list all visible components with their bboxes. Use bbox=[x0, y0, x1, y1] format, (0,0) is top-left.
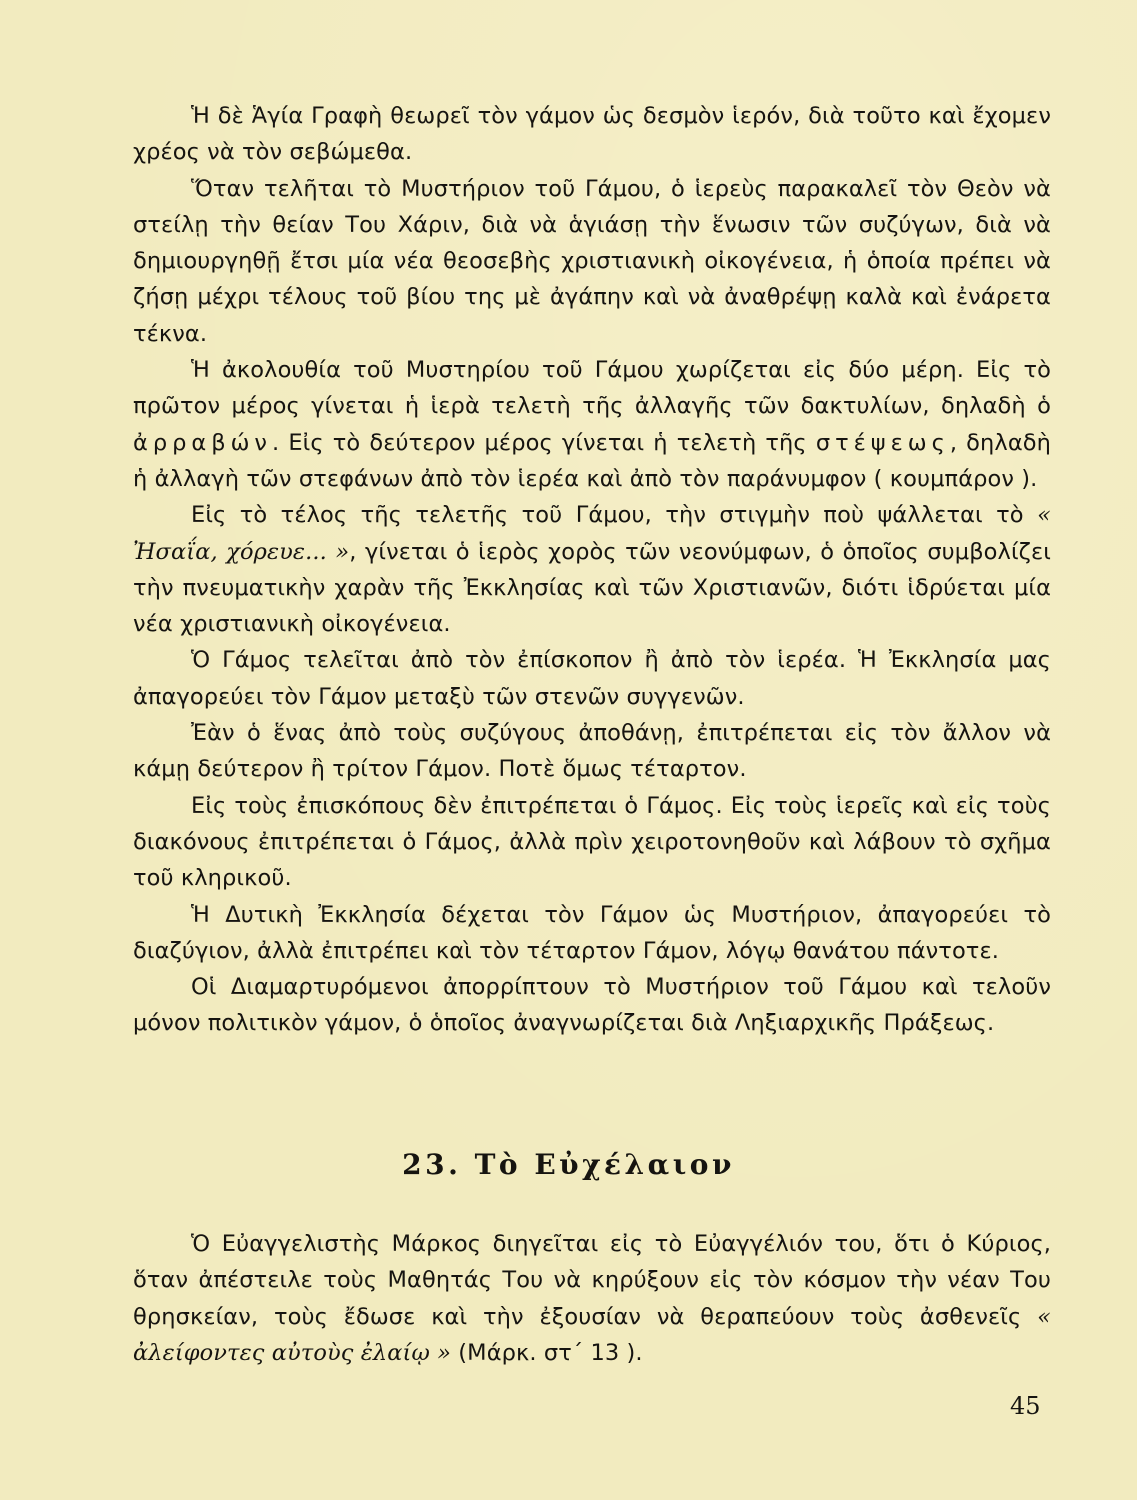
paragraph-western-church: Ἡ Δυτικὴ Ἐκκλησία δέχεται τὸν Γάμον ὡς Μυστήριον, ἀπαγορεύει τὸ διαζύγιον, ἀλλὰ ἐπιτρέπει καὶ τὸν τέταρτον Γάμον, λόγῳ θανάτου πάντοτε. bbox=[133, 901, 1051, 964]
section-title: 23. Τὸ Εὐχέλαιον bbox=[402, 1148, 735, 1181]
paragraph-celebrant: Ὁ Γάμος τελεῖται ἀπὸ τὸν ἐπίσκοπον ἢ ἀπὸ τὸν ἱερέα. Ἡ Ἐκκλησία μας ἀπαγορεύει τὸν Γάμον μεταξὺ τῶν στενῶν συγγενῶν. bbox=[133, 647, 1051, 710]
spaced-word: στέψεως bbox=[815, 429, 950, 456]
text-segment: , γίνεται ὁ ἱερὸς χορὸς τῶν νεονύμφων, ὁ ὁποῖος συμβολίζει τὴν πνευματικὴν χαρὰν τῆς Ἐκκλησίας καὶ τῶν Χριστιανῶν, διότι ἱδρύεται μία νέα χριστιανικὴ οἰκογένεια. bbox=[133, 538, 1051, 638]
text-segment: Ἡ ἀκολουθία τοῦ Μυστηρίου τοῦ Γάμου χωρίζεται εἰς δύο μέρη. Εἰς τὸ πρῶτον μέρος γίνεται ἡ ἱερὰ τελετὴ τῆς ἀλλαγῆς τῶν δακτυλίων, δηλαδὴ ὁ bbox=[133, 357, 1051, 420]
text-segment: . Εἰς τὸ δεύτερον μέρος γίνεται ἡ τελετὴ τῆς bbox=[272, 429, 807, 456]
text-segment: (Μάρκ. στ΄ 13 ). bbox=[458, 1339, 643, 1366]
paragraph-protestants: Οἱ Διαμαρτυρόμενοι ἀπορρίπτουν τὸ Μυστήριον τοῦ Γάμου καὶ τελοῦν μόνον πολιτικὸν γάμον, ὁ ὁποῖος ἀναγνωρίζεται διὰ Ληξιαρχικῆς Πράξεως. bbox=[133, 974, 1051, 1037]
paragraph-clergy: Εἰς τοὺς ἐπισκόπους δὲν ἐπιτρέπεται ὁ Γάμος. Εἰς τοὺς ἱερεῖς καὶ εἰς τοὺς διακόνους ἐπιτρέπεται ὁ Γάμος, ἀλλὰ πρὶν χειροτονηθοῦν καὶ λάβουν τὸ σχῆμα τοῦ κληρικοῦ. bbox=[133, 792, 1051, 892]
scripture-quote: « ἀλείφοντες αὐτοὺς ἐλαίῳ » bbox=[133, 1303, 1051, 1366]
paragraph-two-parts bbox=[133, 352, 1051, 497]
paragraph-scripture: Ἡ δὲ Ἁγία Γραφὴ θεωρεῖ τὸν γάμον ὡς δεσμὸν ἱερόν, διὰ τοῦτο καὶ ἔχομεν χρέος νὰ τὸν σεβώμεθα. bbox=[133, 103, 1051, 166]
section-text bbox=[133, 1226, 1051, 1371]
text-segment: Εἰς τὸ τέλος τῆς τελετῆς τοῦ Γάμου, τὴν στιγμὴν ποὺ ψάλλεται τὸ bbox=[191, 502, 1024, 529]
page-number: 45 bbox=[1010, 1392, 1041, 1420]
paragraph-unction bbox=[133, 1226, 1051, 1371]
paragraph-remarriage: Ἐὰν ὁ ἕνας ἀπὸ τοὺς συζύγους ἀποθάνῃ, ἐπιτρέπεται εἰς τὸν ἄλλον νὰ κάμῃ δεύτερον ἢ τρίτον Γάμον. Ποτὲ ὅμως τέταρτον. bbox=[133, 720, 1051, 783]
text-segment: , δηλαδὴ ἡ ἀλλαγὴ τῶν στεφάνων ἀπὸ τὸν ἱερέα καὶ ἀπὸ τὸν παράνυμφον ( κουμπάρον ). bbox=[133, 429, 1051, 492]
spaced-word: ἀρραβών bbox=[133, 429, 272, 456]
paragraph-sacrament-prayer: Ὅταν τελῆται τὸ Μυστήριον τοῦ Γάμου, ὁ ἱερεὺς παρακαλεῖ τὸν Θεὸν νὰ στείλῃ τὴν θείαν Του Χάριν, διὰ νὰ ἁγιάσῃ τὴν ἕνωσιν τῶν συζύγων, διὰ νὰ δημιουργηθῇ ἔτσι μία νέα θεοσεβὴς χριστιανικὴ οἰκογένεια, ἡ ὁποία πρέπει νὰ ζήσῃ μέχρι τέλους τοῦ βίου της μὲ ἀγάπην καὶ νὰ ἀναθρέψῃ καλὰ καὶ ἐνάρετα τέκνα. bbox=[133, 175, 1051, 347]
hymn-quote: « Ἠσαΐα, χόρευε... » bbox=[133, 502, 1051, 565]
paragraph-dance bbox=[133, 497, 1051, 642]
text-segment: Ὁ Εὐαγγελιστὴς Μάρκος διηγεῖται εἰς τὸ Εὐαγγέλιόν του, ὅτι ὁ Κύριος, ὅταν ἀπέστειλε τοὺς Μαθητάς Του νὰ κηρύξουν εἰς τὸν κόσμον τὴν νέαν Του θρησκείαν, τοὺς ἔδωσε καὶ τὴν ἐξουσίαν νὰ θεραπεύουν τοὺς ἀσθενεῖς bbox=[133, 1231, 1051, 1330]
main-text bbox=[133, 98, 1051, 1042]
